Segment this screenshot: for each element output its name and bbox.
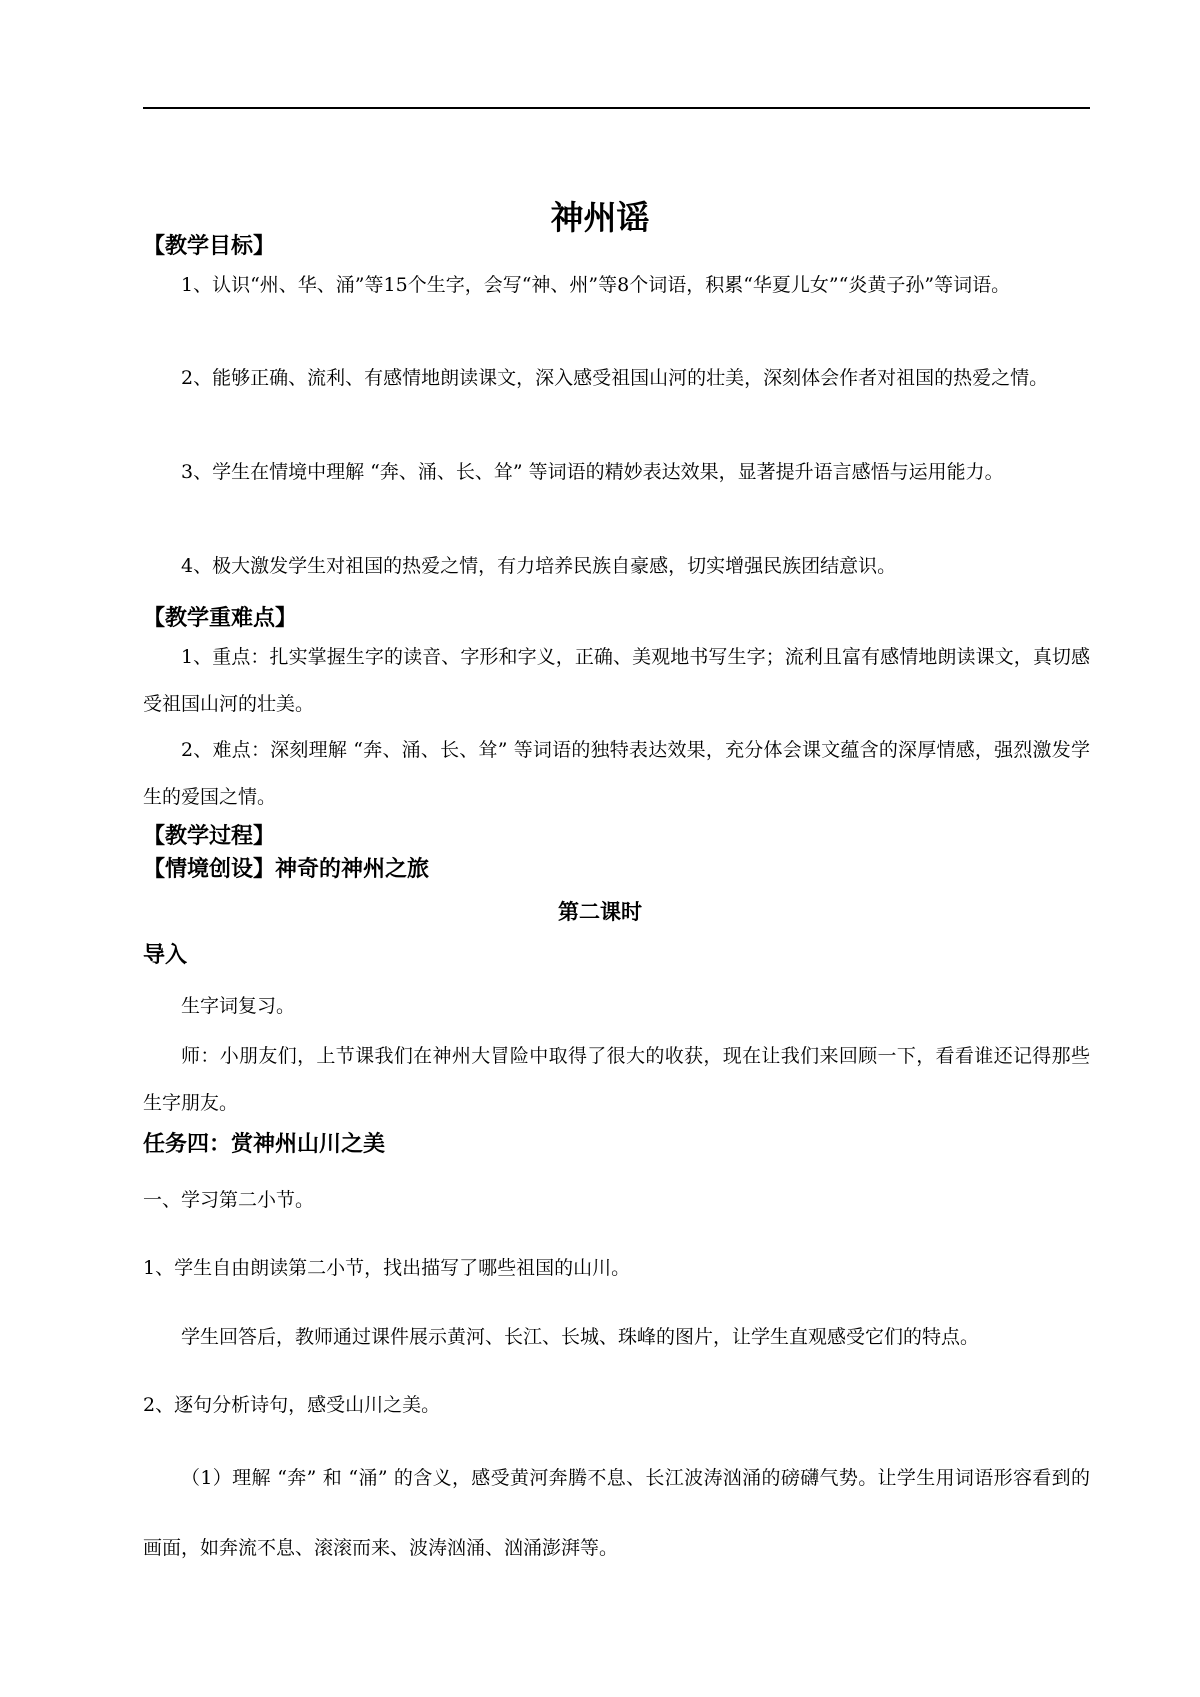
goal-3: 3、学生在情境中理解 “奔、涌、长、耸” 等词语的精妙表达效果，显著提升语言感悟与运用能力。 bbox=[181, 461, 1004, 483]
page-title: 神州谣 bbox=[550, 198, 650, 237]
step-1-2: 2、逐句分析诗句，感受山川之美。 bbox=[143, 1394, 441, 1416]
intro-text: 生字词复习。 bbox=[181, 995, 296, 1017]
key-points-heading: 【教学重难点】 bbox=[143, 606, 298, 631]
intro-heading: 导入 bbox=[143, 943, 188, 968]
goals-heading: 【教学目标】 bbox=[143, 234, 276, 259]
scene-heading: 【情境创设】神奇的神州之旅 bbox=[143, 857, 430, 882]
key-point-1: 1、重点：扎实掌握生字的读音、字形和字义，正确、美观地书写生字；流利且富有感情地朗读课文，真切感受祖国山河的壮美。 bbox=[143, 646, 1090, 715]
step-1: 一、学习第二小节。 bbox=[143, 1189, 315, 1211]
step-1-1: 1、学生自由朗读第二小节，找出描写了哪些祖国的山川。 bbox=[143, 1257, 631, 1279]
goal-4: 4、极大激发学生对祖国的热爱之情，有力培养民族自豪感，切实增强民族团结意识。 bbox=[181, 555, 897, 577]
key-point-2: 2、难点：深刻理解 “奔、涌、长、耸” 等词语的独特表达效果，充分体会课文蕴含的深厚情感，强烈激发学生的爱国之情。 bbox=[143, 739, 1090, 808]
goal-2: 2、能够正确、流利、有感情地朗读课文，深入感受祖国山河的壮美，深刻体会作者对祖国的热爱之情。 bbox=[181, 367, 1049, 389]
lesson-title: 第二课时 bbox=[558, 900, 642, 924]
task-heading: 任务四：赏神州山川之美 bbox=[143, 1132, 386, 1157]
process-heading: 【教学过程】 bbox=[143, 824, 276, 849]
teacher-text: 师：小朋友们，上节课我们在神州大冒险中取得了很大的收获，现在让我们来回顾一下，看看谁还记得那些生字朋友。 bbox=[143, 1045, 1090, 1114]
goal-1: 1、认识“州、华、涌”等15个生字，会写“神、州”等8个词语，积累“华夏儿女”“炎黄子孙”等词语。 bbox=[181, 274, 1011, 296]
step-1-2-1: （1）理解 “奔” 和 “涌” 的含义，感受黄河奔腾不息、长江波涛汹涌的磅礴气势。让学生用词语形容看到的画面，如奔流不息、滚滚而来、波涛汹涌、汹涌澎湃等。 bbox=[143, 1467, 1090, 1559]
step-1-1-note: 学生回答后，教师通过课件展示黄河、长江、长城、珠峰的图片，让学生直观感受它们的特点。 bbox=[181, 1326, 980, 1348]
header-rule bbox=[143, 107, 1090, 109]
